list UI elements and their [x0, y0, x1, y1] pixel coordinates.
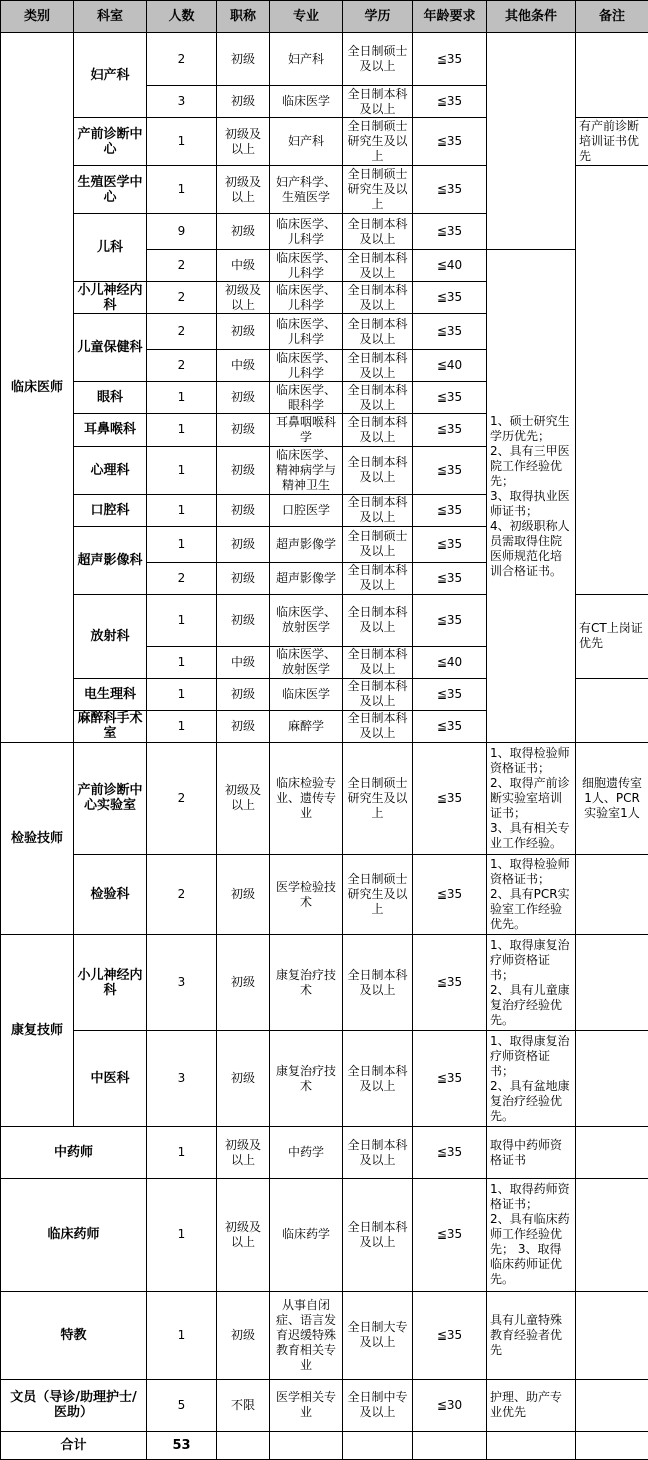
major-cell: 康复治疗技术	[270, 1031, 343, 1127]
major-cell: 临床医学	[270, 678, 343, 710]
age-cell: ≦35	[413, 282, 487, 314]
major-cell: 超声影像学	[270, 562, 343, 594]
age-cell: ≦35	[413, 86, 487, 118]
note-cell	[576, 166, 648, 594]
title-cell: 初级	[217, 382, 270, 414]
major-cell: 临床检验专业、遗传专业	[270, 742, 343, 854]
header-title: 职称	[217, 1, 270, 33]
dept-cell: 儿科	[74, 214, 147, 282]
education-cell: 全日制硕士及以上	[343, 526, 413, 562]
header-note: 备注	[576, 1, 648, 33]
dept-cell: 眼科	[74, 382, 147, 414]
age-cell: ≦35	[413, 1127, 487, 1179]
education-cell: 全日制本科及以上	[343, 646, 413, 678]
title-cell: 初级及以上	[217, 166, 270, 214]
age-cell: ≦35	[413, 1179, 487, 1291]
major-cell: 妇产科学、生殖医学	[270, 166, 343, 214]
dept-cell: 产前诊断中心	[74, 118, 147, 166]
title-cell: 初级	[217, 414, 270, 446]
category-cell: 中药师	[1, 1127, 147, 1179]
title-cell: 中级	[217, 350, 270, 382]
other-cell	[487, 33, 576, 250]
header-row	[1, 1, 648, 33]
empty-cell	[413, 1431, 487, 1459]
major-cell: 临床医学、儿科学	[270, 214, 343, 250]
education-cell: 全日制硕士及以上	[343, 33, 413, 86]
count-cell: 2	[147, 33, 217, 86]
age-cell: ≦40	[413, 350, 487, 382]
title-cell: 初级及以上	[217, 1179, 270, 1291]
count-cell: 2	[147, 314, 217, 350]
count-cell: 3	[147, 935, 217, 1031]
note-cell	[576, 1031, 648, 1127]
count-cell: 1	[147, 494, 217, 526]
dept-cell: 超声影像科	[74, 526, 147, 594]
count-cell: 2	[147, 854, 217, 934]
education-cell: 全日制本科及以上	[343, 214, 413, 250]
title-cell: 中级	[217, 646, 270, 678]
title-cell: 不限	[217, 1379, 270, 1431]
table-row	[1, 1127, 648, 1179]
category-cell: 文员（导诊/助理护士/医助）	[1, 1379, 147, 1431]
other-conditions-cell: 1、硕士研究生学历优先； 2、具有三甲医院工作经验优先； 3、取得执业医师证书； 4、初级职称人员需取得住院医师规范化培训合格证书。	[487, 250, 576, 743]
age-cell: ≦35	[413, 1031, 487, 1127]
major-cell: 麻醉学	[270, 710, 343, 742]
age-cell: ≦35	[413, 710, 487, 742]
age-cell: ≦35	[413, 33, 487, 86]
education-cell: 全日制硕士研究生及以上	[343, 118, 413, 166]
title-cell: 初级	[217, 678, 270, 710]
table-row	[1, 1379, 648, 1431]
education-cell: 全日制本科及以上	[343, 414, 413, 446]
dept-cell: 口腔科	[74, 494, 147, 526]
header-dept: 科室	[74, 1, 147, 33]
education-cell: 全日制本科及以上	[343, 382, 413, 414]
age-cell: ≦35	[413, 494, 487, 526]
dept-cell: 妇产科	[74, 33, 147, 118]
education-cell: 全日制本科及以上	[343, 710, 413, 742]
title-cell: 初级	[217, 1031, 270, 1127]
header-category: 类别	[1, 1, 74, 33]
count-cell: 1	[147, 526, 217, 562]
age-cell: ≦40	[413, 646, 487, 678]
note-cell	[576, 678, 648, 742]
note-cell: 有产前诊断培训证书优先	[576, 118, 648, 166]
dept-cell: 小儿神经内科	[74, 935, 147, 1031]
age-cell: ≦35	[413, 594, 487, 646]
table-row	[1, 1179, 648, 1291]
dept-cell: 电生理科	[74, 678, 147, 710]
title-cell: 初级	[217, 526, 270, 562]
major-cell: 临床医学、儿科学	[270, 314, 343, 350]
major-cell: 临床医学、眼科学	[270, 382, 343, 414]
empty-cell	[270, 1431, 343, 1459]
table-row	[1, 1291, 648, 1379]
table-row	[1, 33, 648, 86]
title-cell: 初级	[217, 494, 270, 526]
major-cell: 医学检验技术	[270, 854, 343, 934]
major-cell: 临床医学	[270, 86, 343, 118]
count-cell: 1	[147, 710, 217, 742]
major-cell: 口腔医学	[270, 494, 343, 526]
education-cell: 全日制本科及以上	[343, 494, 413, 526]
title-cell: 初级	[217, 314, 270, 350]
other-conditions-cell: 取得中药师资格证书	[487, 1127, 576, 1179]
age-cell: ≦35	[413, 414, 487, 446]
dept-cell: 儿童保健科	[74, 314, 147, 382]
title-cell: 初级及以上	[217, 282, 270, 314]
other-conditions-cell: 具有儿童特殊教育经验者优先	[487, 1291, 576, 1379]
category-cell: 康复技师	[1, 935, 74, 1127]
other-conditions-cell: 1、取得康复治疗师资格证书； 2、具有盆地康复治疗经验优先。	[487, 1031, 576, 1127]
other-conditions-cell: 1、取得检验师资格证书； 2、具有PCR实验室工作经验优先。	[487, 854, 576, 934]
major-cell: 中药学	[270, 1127, 343, 1179]
education-cell: 全日制本科及以上	[343, 250, 413, 282]
age-cell: ≦35	[413, 562, 487, 594]
education-cell: 全日制本科及以上	[343, 1179, 413, 1291]
education-cell: 全日制大专及以上	[343, 1291, 413, 1379]
title-cell: 初级	[217, 33, 270, 86]
major-cell: 医学相关专业	[270, 1379, 343, 1431]
age-cell: ≦35	[413, 742, 487, 854]
empty-cell	[343, 1431, 413, 1459]
count-cell: 1	[147, 678, 217, 710]
empty-cell	[217, 1431, 270, 1459]
category-cell: 特教	[1, 1291, 147, 1379]
major-cell: 超声影像学	[270, 526, 343, 562]
major-cell: 临床医学、放射医学	[270, 646, 343, 678]
dept-cell: 放射科	[74, 594, 147, 678]
count-cell: 3	[147, 86, 217, 118]
note-cell	[576, 1379, 648, 1431]
education-cell: 全日制本科及以上	[343, 350, 413, 382]
header-major: 专业	[270, 1, 343, 33]
count-cell: 2	[147, 250, 217, 282]
major-cell: 临床医学、儿科学	[270, 350, 343, 382]
count-cell: 1	[147, 594, 217, 646]
major-cell: 从事自闭症、语言发育迟缓特殊教育相关专业	[270, 1291, 343, 1379]
count-cell: 2	[147, 350, 217, 382]
major-cell: 妇产科	[270, 33, 343, 86]
dept-cell: 小儿神经内科	[74, 282, 147, 314]
age-cell: ≦35	[413, 314, 487, 350]
other-conditions-cell: 护理、助产专业优先	[487, 1379, 576, 1431]
dept-cell: 心理科	[74, 446, 147, 494]
major-cell: 耳鼻咽喉科学	[270, 414, 343, 446]
title-cell: 初级	[217, 562, 270, 594]
title-cell: 初级	[217, 214, 270, 250]
other-conditions-cell: 1、取得康复治疗师资格证书； 2、具有儿童康复治疗经验优先。	[487, 935, 576, 1031]
note-cell: 有CT上岗证优先	[576, 594, 648, 678]
major-cell: 临床药学	[270, 1179, 343, 1291]
dept-cell: 耳鼻喉科	[74, 414, 147, 446]
age-cell: ≦35	[413, 854, 487, 934]
education-cell: 全日制本科及以上	[343, 935, 413, 1031]
dept-cell: 生殖医学中心	[74, 166, 147, 214]
title-cell: 初级	[217, 86, 270, 118]
major-cell: 临床医学、儿科学	[270, 282, 343, 314]
age-cell: ≦30	[413, 1379, 487, 1431]
count-cell: 1	[147, 414, 217, 446]
education-cell: 全日制本科及以上	[343, 1031, 413, 1127]
other-conditions-cell: 1、取得药师资格证书； 2、具有临床药师工作经验优先； 3、取得临床药师证优先。	[487, 1179, 576, 1291]
count-cell: 1	[147, 118, 217, 166]
count-cell: 1	[147, 1291, 217, 1379]
education-cell: 全日制本科及以上	[343, 594, 413, 646]
dept-cell: 检验科	[74, 854, 147, 934]
table-row	[1, 742, 648, 854]
age-cell: ≦35	[413, 1291, 487, 1379]
count-cell: 1	[147, 382, 217, 414]
header-other: 其他条件	[487, 1, 576, 33]
category-cell: 检验技师	[1, 742, 74, 934]
note-cell	[576, 1127, 648, 1179]
title-cell: 初级及以上	[217, 742, 270, 854]
title-cell: 初级	[217, 446, 270, 494]
note-cell	[576, 1291, 648, 1379]
education-cell: 全日制硕士研究生及以上	[343, 166, 413, 214]
major-cell: 妇产科	[270, 118, 343, 166]
count-cell: 1	[147, 646, 217, 678]
education-cell: 全日制中专及以上	[343, 1379, 413, 1431]
count-cell: 3	[147, 1031, 217, 1127]
category-cell: 临床药师	[1, 1179, 147, 1291]
total-row	[1, 1431, 648, 1459]
header-education: 学历	[343, 1, 413, 33]
major-cell: 临床医学、放射医学	[270, 594, 343, 646]
other-conditions-cell: 1、取得检验师资格证书； 2、取得产前诊断实验室培训证书； 3、具有相关专业工作经验。	[487, 742, 576, 854]
age-cell: ≦40	[413, 250, 487, 282]
major-cell: 临床医学、儿科学	[270, 250, 343, 282]
note-cell	[576, 854, 648, 934]
dept-cell: 中医科	[74, 1031, 147, 1127]
major-cell: 临床医学、精神病学与精神卫生	[270, 446, 343, 494]
age-cell: ≦35	[413, 446, 487, 494]
title-cell: 初级及以上	[217, 118, 270, 166]
title-cell: 初级	[217, 710, 270, 742]
title-cell: 初级	[217, 594, 270, 646]
age-cell: ≦35	[413, 118, 487, 166]
table-row	[1, 935, 648, 1031]
education-cell: 全日制本科及以上	[343, 314, 413, 350]
education-cell: 全日制本科及以上	[343, 446, 413, 494]
age-cell: ≦35	[413, 526, 487, 562]
age-cell: ≦35	[413, 935, 487, 1031]
title-cell: 初级	[217, 1291, 270, 1379]
total-label: 合计	[1, 1431, 147, 1459]
table-row	[1, 854, 648, 934]
count-cell: 5	[147, 1379, 217, 1431]
count-cell: 2	[147, 282, 217, 314]
age-cell: ≦35	[413, 214, 487, 250]
count-cell: 1	[147, 166, 217, 214]
major-cell: 康复治疗技术	[270, 935, 343, 1031]
education-cell: 全日制本科及以上	[343, 1127, 413, 1179]
total-count: 53	[147, 1431, 217, 1459]
count-cell: 2	[147, 742, 217, 854]
note-cell	[576, 1179, 648, 1291]
empty-cell	[576, 1431, 648, 1459]
age-cell: ≦35	[413, 382, 487, 414]
age-cell: ≦35	[413, 678, 487, 710]
count-cell: 1	[147, 1179, 217, 1291]
title-cell: 初级	[217, 854, 270, 934]
table-row	[1, 1031, 648, 1127]
count-cell: 1	[147, 446, 217, 494]
title-cell: 初级及以上	[217, 1127, 270, 1179]
title-cell: 初级	[217, 935, 270, 1031]
header-count: 人数	[147, 1, 217, 33]
count-cell: 9	[147, 214, 217, 250]
education-cell: 全日制本科及以上	[343, 282, 413, 314]
note-cell: 细胞遗传室1人、PCR实验室1人	[576, 742, 648, 854]
education-cell: 全日制硕士研究生及以上	[343, 742, 413, 854]
note-cell	[576, 33, 648, 118]
note-cell	[576, 935, 648, 1031]
count-cell: 1	[147, 1127, 217, 1179]
count-cell: 2	[147, 562, 217, 594]
dept-cell: 麻醉科手术室	[74, 710, 147, 742]
category-cell: 临床医师	[1, 33, 74, 743]
header-age: 年龄要求	[413, 1, 487, 33]
education-cell: 全日制本科及以上	[343, 562, 413, 594]
education-cell: 全日制本科及以上	[343, 86, 413, 118]
empty-cell	[487, 1431, 576, 1459]
age-cell: ≦35	[413, 166, 487, 214]
education-cell: 全日制本科及以上	[343, 678, 413, 710]
dept-cell: 产前诊断中心实验室	[74, 742, 147, 854]
education-cell: 全日制硕士研究生及以上	[343, 854, 413, 934]
title-cell: 中级	[217, 250, 270, 282]
